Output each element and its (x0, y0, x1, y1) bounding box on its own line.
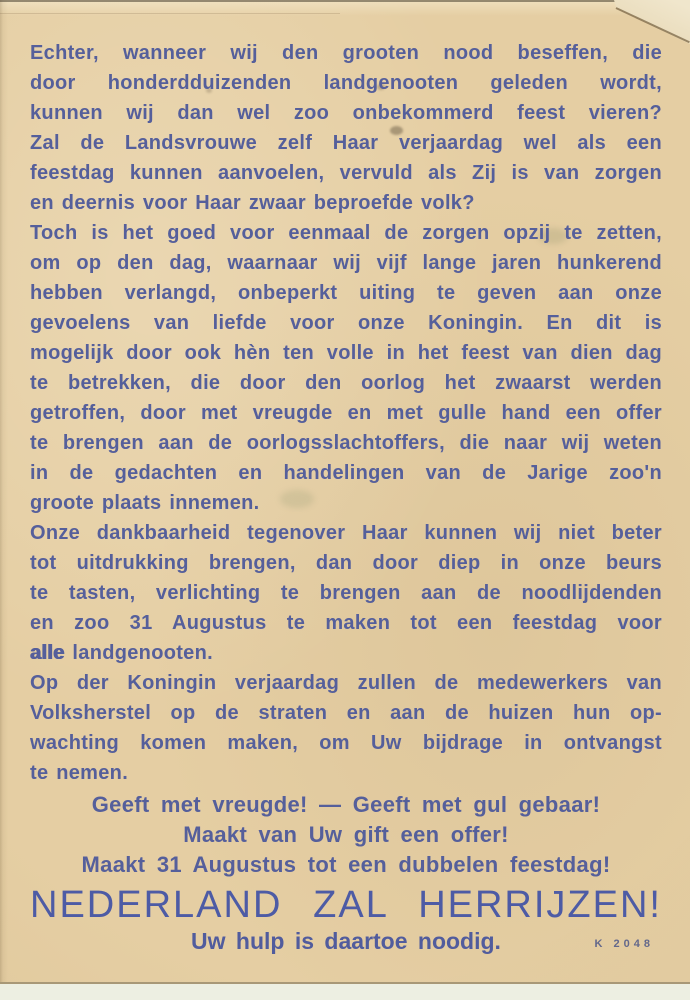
text-line: Volksherstel op de straten en aan de huizen hun op- (30, 702, 662, 724)
text-line (30, 638, 662, 668)
text-line: gevoelens van liefde voor onze Koningin. En dit is (30, 312, 662, 334)
text-line: wachting komen maken, om Uw bijdrage in ontvangst (30, 732, 662, 754)
text-line: getroffen, door met vreugde en met gulle hand een offer (30, 402, 662, 424)
text-line: Echter, wanneer wij den grooten nood beseffen, die (30, 42, 662, 64)
paragraph-4 (30, 668, 662, 788)
text-line: en zoo 31 Augustus te maken tot een feestdag voor (30, 612, 662, 634)
slogan-block (30, 790, 662, 880)
text-line: Zal de Landsvrouwe zelf Haar verjaardag wel als een (30, 132, 662, 154)
text-line: door honderdduizenden landgenooten geleden wordt, (30, 72, 662, 94)
paper-top-edge (0, 0, 622, 2)
text-line-rest: landgenooten. (64, 642, 213, 664)
text-line: tot uitdrukking brengen, dan door diep in onze beurs (30, 552, 662, 574)
text-line: kunnen wij dan wel zoo onbekommerd feest vieren? (30, 102, 662, 124)
text-line: feestdag kunnen aanvoelen, vervuld als Zij is van zorgen (30, 162, 662, 184)
text-line: Op der Koningin verjaardag zullen de medewerkers van (30, 672, 662, 694)
subheadline: Uw hulp is daartoe noodig. (191, 928, 501, 954)
text-line: en deernis voor Haar zwaar beproefde volk? (30, 192, 475, 214)
bold-word: alle (30, 642, 65, 664)
document-text (30, 38, 662, 956)
slogan-line: Geeft met vreugde! — Geeft met gul gebaar! (91, 792, 601, 817)
headline: NEDERLAND ZAL HERRIJZEN! (30, 884, 662, 926)
paragraph-1 (30, 38, 662, 218)
text-line: om op den dag, waarnaar wij vijf lange jaren hunkerend (30, 252, 662, 274)
text-line: Toch is het goed voor eenmaal de zorgen opzij te zetten, (30, 222, 662, 244)
text-line: mogelijk door ook hèn ten volle in het feest van dien dag (30, 342, 662, 364)
slogan-line: Maakt van Uw gift een offer! (183, 822, 509, 847)
text-line: in de gedachten en handelingen van de Jarige zoo'n (30, 462, 662, 484)
text-line: te tasten, verlichting te brengen aan de noodlijdenden (30, 582, 662, 604)
paragraph-2 (30, 218, 662, 518)
text-line: Onze dankbaarheid tegenover Haar kunnen wij niet beter (30, 522, 662, 544)
paper-crease (0, 13, 340, 14)
text-line: te brengen aan de oorlogsslachtoffers, die naar wij weten (30, 432, 662, 454)
text-line: groote plaats innemen. (30, 492, 260, 514)
text-line: hebben verlangd, onbeperkt uiting te geven aan onze (30, 282, 662, 304)
print-code: K 2048 (594, 938, 654, 950)
slogan-line: Maakt 31 Augustus tot een dubbelen feestdag! (81, 852, 611, 877)
text-line: te nemen. (30, 762, 129, 784)
paragraph-3 (30, 518, 662, 668)
text-line: te betrekken, die door den oorlog het zwaarst werden (30, 372, 662, 394)
